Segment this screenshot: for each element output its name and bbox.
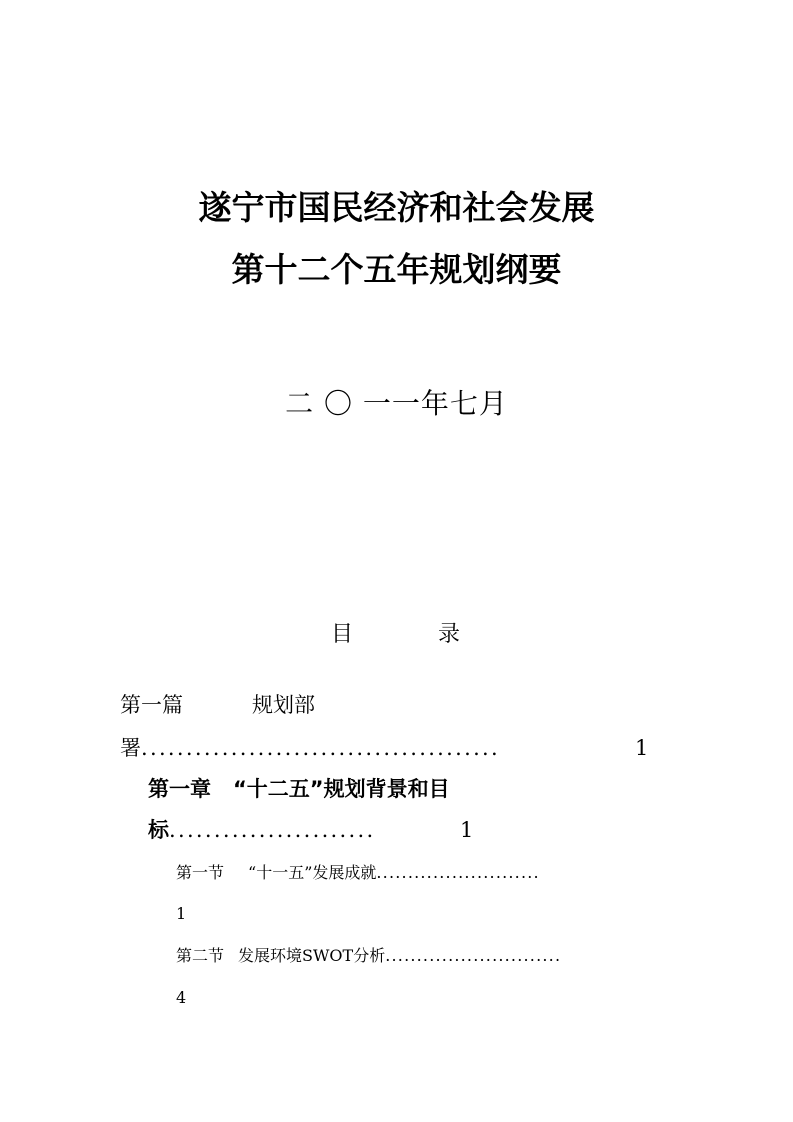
toc-section-2-page-number: 4 [176,988,187,1007]
toc-chapter-1-title-end: 标 [148,818,169,842]
toc-chapter-1-line-1 [148,774,450,804]
document-title-line-1: 遂宁市国民经济和社会发展 [198,188,595,227]
toc-chapter-1-label: 第一章 [148,777,211,801]
toc-chapter-1-title: “十二五”规划背景和目 [233,777,450,801]
toc-section-1-page-number: 1 [176,904,187,923]
toc-part-1-title: 规划部 [252,693,315,717]
publication-date: 二 〇 一一年七月 [285,387,508,420]
toc-part-1-page [635,733,648,763]
toc-chapter-1-page [460,815,473,845]
toc-section-1-line [176,861,540,885]
toc-section-2-title: 发展环境SWOT分析 [238,946,386,965]
toc-section-1-leader: .......................... [376,863,540,882]
toc-chapter-1-leader: ....................... [169,818,376,842]
toc-part-1-label: 第一篇 [120,693,183,717]
toc-section-2-line [176,944,561,968]
toc-chapter-1-page-number: 1 [460,818,474,842]
toc-part-1-leader: ........................................ [141,736,501,760]
document-title-line-2: 第十二个五年规划纲要 [231,250,562,289]
toc-section-2-page [176,986,186,1010]
toc-heading-char-2: 录 [438,622,461,647]
toc-part-1-title-end: 署 [120,736,141,760]
toc-section-1-page [176,902,186,926]
toc-section-1-label: 第一节 [176,863,225,882]
toc-section-1-title: “十一五”发展成就 [248,863,377,882]
toc-section-2-leader: ............................ [385,946,562,965]
toc-chapter-1-line-2 [148,815,375,845]
toc-part-1-line-2 [120,733,500,763]
toc-heading-char-1: 目 [331,622,354,647]
toc-part-1-page-number: 1 [635,736,649,760]
toc-section-2-label: 第二节 [176,946,225,965]
